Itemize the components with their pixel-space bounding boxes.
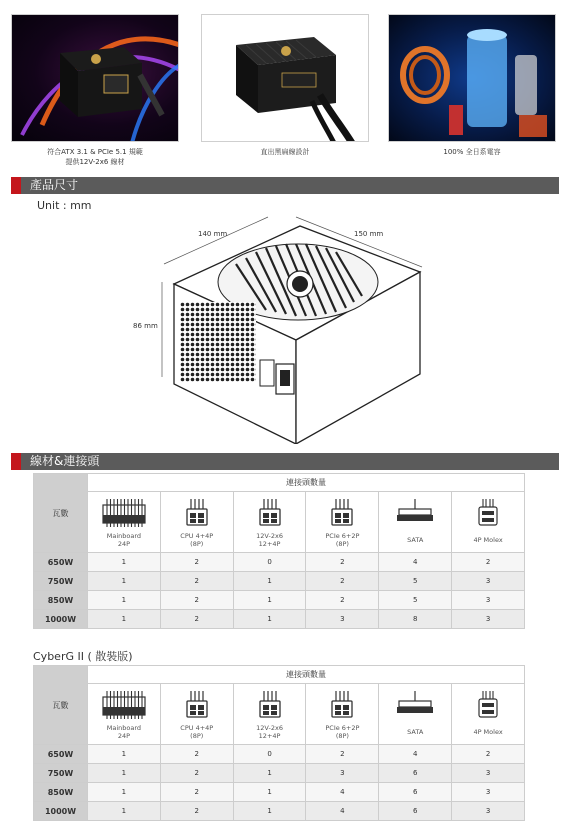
- cpu-8p-connector-icon: [175, 499, 219, 529]
- table-row: 850W 1 2 1 2 5 3: [34, 591, 525, 610]
- feature-caption: 100% 全日系電容: [443, 148, 501, 156]
- section-header-dimensions: [11, 177, 559, 194]
- unit-label: Unit : mm: [37, 199, 92, 212]
- table-row: 750W 1 2 1 3 6 3: [34, 764, 525, 783]
- section-title: 產品尺寸: [30, 178, 79, 192]
- sata-connector-icon: [393, 691, 437, 721]
- mainboard-24p-connector-icon: [102, 691, 146, 721]
- connector-header-sata: SATA: [379, 492, 452, 553]
- mainboard-24p-connector-icon: [102, 499, 146, 529]
- connector-header-cpu: CPU 4+4P (8P): [160, 684, 233, 745]
- section-accent: [11, 453, 21, 470]
- width-dimension-label: 140 mm: [198, 230, 228, 238]
- height-dimension-label: 86 mm: [133, 322, 158, 330]
- depth-dimension-label: 150 mm: [354, 230, 384, 238]
- connector-header-12v-2x6: 12V-2x6 12+4P: [233, 684, 306, 745]
- connector-count-header: 連接頭數量: [88, 666, 525, 684]
- table-row: 1000W 1 2 1 4 6 3: [34, 802, 525, 821]
- connector-header-mainboard: Mainboard 24P: [88, 492, 161, 553]
- section-title: 線材&連接頭: [30, 454, 100, 468]
- 12v-2x6-connector-icon: [248, 691, 292, 721]
- pcie-8p-connector-icon: [320, 499, 364, 529]
- wattage-column-header: 瓦數: [34, 666, 88, 745]
- table-row: 1000W 1 2 1 3 8 3: [34, 610, 525, 629]
- capacitor-internals-image: [388, 14, 556, 142]
- molex-connector-icon: [466, 691, 510, 721]
- bulk-version-title: CyberG II ( 散裝版): [33, 650, 133, 663]
- 12v-2x6-connector-icon: [248, 499, 292, 529]
- table-row: 850W 1 2 1 4 6 3: [34, 783, 525, 802]
- feature-caption: 符合ATX 3.1 & PCIe 5.1 規範 提供12V-2x6 線材: [47, 148, 143, 166]
- table-row: 650W 1 2 0 2 4 2: [34, 553, 525, 572]
- section-header-cables: [11, 453, 559, 470]
- connector-header-pcie: PCIe 6+2P (8P): [306, 492, 379, 553]
- feature-card-japanese-capacitors: [388, 14, 556, 157]
- connector-header-cpu: CPU 4+4P (8P): [160, 492, 233, 553]
- connector-header-molex: 4P Molex: [452, 492, 525, 553]
- connector-header-mainboard: Mainboard 24P: [88, 684, 161, 745]
- psu-glow-image: [11, 14, 179, 142]
- connector-spec-table-bulk: [33, 665, 525, 821]
- sata-connector-icon: [393, 499, 437, 529]
- connector-header-molex: 4P Molex: [452, 684, 525, 745]
- wattage-column-header: 瓦數: [34, 474, 88, 553]
- pcie-8p-connector-icon: [320, 691, 364, 721]
- connector-header-sata: SATA: [379, 684, 452, 745]
- feature-card-atx31: [11, 14, 179, 167]
- feature-card-flat-cable: [201, 14, 369, 157]
- section-accent: [11, 177, 21, 194]
- feature-caption: 直出黑扁線設計: [260, 148, 310, 156]
- table-row: 750W 1 2 1 2 5 3: [34, 572, 525, 591]
- cpu-8p-connector-icon: [175, 691, 219, 721]
- psu-dimension-drawing: [140, 212, 440, 444]
- connector-header-pcie: PCIe 6+2P (8P): [306, 684, 379, 745]
- psu-flat-cable-image: [201, 14, 369, 142]
- table-row: 650W 1 2 0 2 4 2: [34, 745, 525, 764]
- connector-header-12v-2x6: 12V-2x6 12+4P: [233, 492, 306, 553]
- connector-spec-table: [33, 473, 525, 629]
- connector-count-header: 連接頭數量: [88, 474, 525, 492]
- molex-connector-icon: [466, 499, 510, 529]
